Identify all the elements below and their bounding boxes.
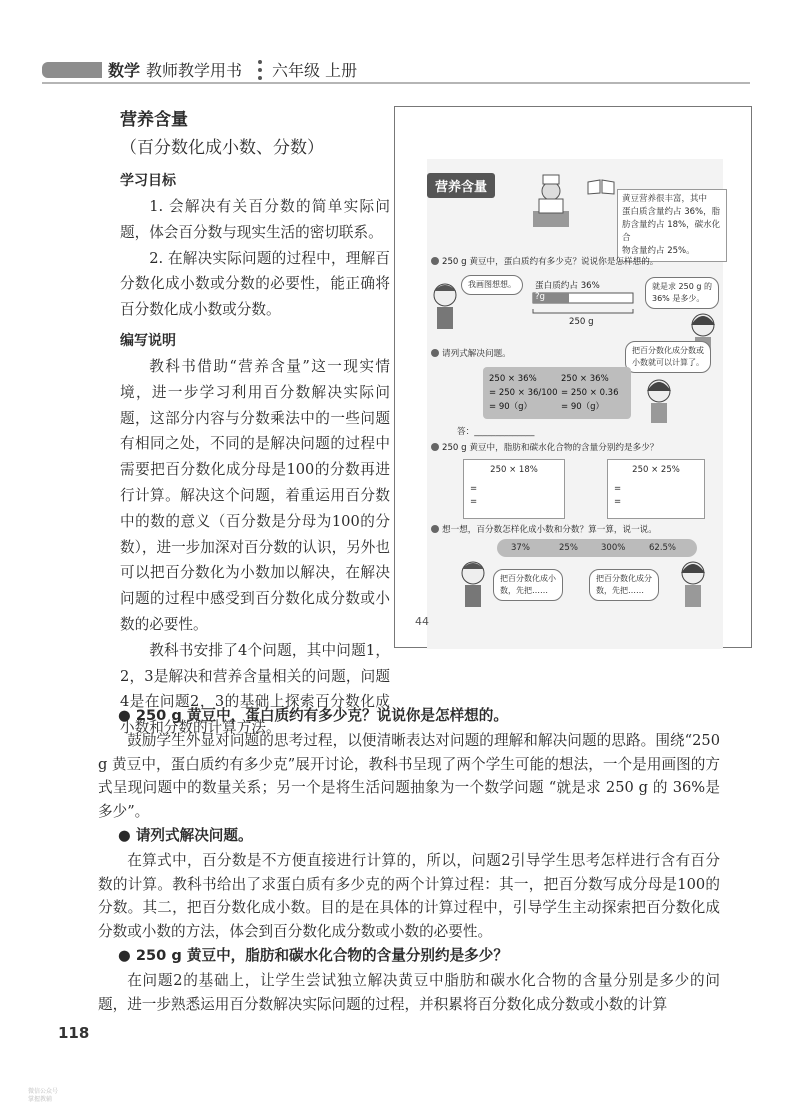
work-box-left: [463, 459, 565, 519]
objective-item: 2. 在解决实际问题的过程中，理解百分数化成小数或分数的必要性，能正确将百分数化成小数或分数。: [120, 249, 390, 319]
question-4-text: 想一想，百分数怎样化成小数和分数？算一算，说一说。: [442, 525, 657, 535]
bullet-heading-3: ● 250 g 黄豆中，脂肪和碳水化合物的含量分别约是多少？: [118, 947, 508, 964]
calc-panel: [483, 367, 631, 419]
bullet-heading-2: ● 请列式解决问题。: [118, 827, 253, 844]
textbook-figure: [394, 106, 752, 648]
question-2: [431, 347, 511, 359]
bubble-bottom-2: [589, 569, 659, 601]
bubble-bottom-1-line: 数，先把……: [500, 586, 548, 595]
bullet-heading-text: 250 g 黄豆中，蛋白质约有多少克？说说你是怎样想的。: [135, 707, 508, 724]
lesson-subtitle: （百分数化成小数、分数）: [120, 138, 324, 158]
work-line: 250 × 25%: [632, 465, 680, 475]
watermark: [28, 1088, 58, 1104]
intro-line: 蛋白质含量约占 36%，脂: [622, 207, 721, 217]
work-box-right: [607, 459, 705, 519]
objectives-section: [120, 170, 390, 323]
girl-illustration-3: [677, 559, 709, 611]
intro-line: 黄豆营养很丰富，其中: [622, 194, 708, 204]
objective-item: 1. 会解决有关百分数的简单实际问题，体会百分数与现实生活的密切联系。: [120, 198, 390, 241]
work-line: =: [470, 497, 478, 507]
lesson-title-main: 营养含量: [120, 110, 188, 130]
bubble-bottom-1-line: 把百分数化成小: [500, 574, 556, 583]
boy-illustration-2: [457, 559, 489, 611]
bullet-heading-text: 请列式解决问题。: [135, 827, 253, 844]
lesson-title: [120, 106, 388, 162]
question-1-text: 250 g 黄豆中，蛋白质约有多少克？说说你是怎样想的。: [442, 257, 659, 267]
percent-item: 25%: [559, 543, 578, 553]
calc-left-line: = 90（g）: [489, 402, 533, 412]
calc-right-line: = 250 × 0.36: [561, 388, 619, 398]
notes-paragraph: 教科书安排了4个问题，其中问题1，2，3是解决和营养含量相关的问题，问题4是在问题2，3的基础上探索百分数化成小数和分数的计算方法。: [120, 641, 390, 737]
intro-line: 物含量约占 25%。: [622, 246, 695, 256]
notes-heading: 编写说明: [120, 333, 176, 349]
header-book: 教师教学用书: [146, 61, 243, 80]
figure-page: [427, 159, 723, 649]
bullet-heading-text: 250 g 黄豆中，脂肪和碳水化合物的含量分别约是多少？: [135, 947, 508, 964]
question-2-text: 请列式解决问题。: [442, 349, 511, 359]
bubble-q2: [625, 341, 711, 373]
percent-item: 62.5%: [649, 543, 677, 553]
percent-strip: [497, 539, 697, 557]
percent-item: 37%: [511, 543, 530, 553]
question-1: [431, 255, 658, 267]
watermark-line: 微信公众号: [28, 1088, 59, 1095]
body-paragraph: 在算式中，百分数是不方便直接进行计算的，所以，问题2引导学生思考怎样进行含有百分数的计算。教科书给出了求蛋白质有多少克的两个计算过程：其一，把百分数写成分母是100的分数。其二，把百分数化成小数。目的是在具体的计算过程中，引导学生主动探索把百分数化成分数或小数的方法，体会到百分数化成分数或小数的必要性。: [98, 852, 720, 940]
answer-line: 答：______________: [457, 427, 535, 437]
bar-label: 蛋白质约占 36%: [535, 281, 600, 291]
body-paragraph: 鼓励学生外显对问题的思考过程，以便清晰表达对问题的理解和解决问题的思路。围绕“250 g 黄豆中，蛋白质约有多少克”展开讨论，教科书呈现了两个学生可能的想法，一个是用画图的方式呈现问题中的数量关系；另一个是将生活问题抽象为一个数学问题 “就是求 250 g 的 36%是多少”。: [98, 732, 720, 820]
question-3-text: 250 g 黄豆中，脂肪和碳水化合物的含量分别约是多少？: [442, 443, 659, 453]
body-section: [98, 703, 720, 1016]
header-subject: 数学: [108, 61, 141, 80]
intro-line: 肪含量约占 18%，碳水化合: [622, 220, 721, 243]
calc-left-line: = 250 × 36/100: [489, 388, 558, 398]
calc-right-line: 250 × 36%: [561, 374, 609, 384]
bullet-dot-icon: [431, 349, 439, 357]
bullet-dot-icon: [431, 443, 439, 451]
bullet-heading-1: ● 250 g 黄豆中，蛋白质约有多少克？说说你是怎样想的。: [118, 707, 508, 724]
header-rule: [42, 82, 750, 84]
body-paragraph: 在问题2的基础上，让学生尝试独立解决黄豆中脂肪和碳水化合物的含量分别是多少的问题，进一步熟悉运用百分数解决实际问题的过程，并积累将百分数化成分数或小数的计算: [98, 972, 720, 1013]
notes-paragraph: 教科书借助“营养含量”这一现实情境，进一步学习利用百分数解决实际问题，这部分内容与分数乘法中的一些问题有相同之处，不同的是解决问题的过程中需要把百分数化成分母是100的分数再进行计算。解决这个问题，着重运用百分数中的数的意义（百分数是分母为100的分数），进一步加深对百分数的认识，另外也可以把百分数化为小数加以解决，在解决问题的过程中感受到百分数化成分数或小数的必要性。: [120, 358, 390, 633]
objectives-heading: 学习目标: [120, 173, 176, 189]
bar-total: 250 g: [569, 317, 594, 327]
boy-illustration: [429, 281, 461, 333]
notes-section: [120, 330, 390, 741]
header-grade: 六年级 上册: [272, 61, 358, 80]
work-line: =: [614, 497, 622, 507]
figure-badge: 营养含量: [427, 173, 495, 198]
calc-right-line: = 90（g）: [561, 402, 605, 412]
header-tab-decoration: [42, 62, 102, 78]
bar-unit: ?g: [535, 292, 546, 302]
figure-page-number: 44: [415, 615, 429, 628]
calc-left-line: 250 × 36%: [489, 374, 537, 384]
bubble-right-line: 就是求 250 g 的: [652, 282, 712, 291]
bubble-q2-line: 把百分数化成分数或: [632, 346, 704, 355]
header-separator: [258, 60, 266, 80]
bar-diagram: [531, 291, 635, 317]
work-line: =: [614, 484, 622, 494]
percent-item: 300%: [601, 543, 626, 553]
bubble-right: [645, 277, 719, 309]
girl-illustration-2: [643, 377, 675, 427]
answer-label: 答：: [457, 427, 475, 437]
work-line: 250 × 18%: [490, 465, 538, 475]
bubble-left: 我画图想想。: [461, 275, 523, 295]
bubble-bottom-1: [493, 569, 563, 601]
question-4: [431, 523, 657, 535]
question-3: [431, 441, 658, 453]
header-title: [108, 58, 242, 81]
chef-illustration: [525, 173, 577, 229]
bubble-q2-line: 小数就可以计算了。: [632, 358, 704, 367]
intro-box: [617, 189, 727, 262]
bubble-right-line: 36% 是多少。: [652, 294, 705, 303]
book-icon: [587, 179, 615, 195]
bubble-bottom-2-line: 数，先把……: [596, 586, 644, 595]
bullet-dot-icon: [431, 525, 439, 533]
work-line: =: [470, 484, 478, 494]
bubble-bottom-2-line: 把百分数化成分: [596, 574, 652, 583]
bullet-dot-icon: [431, 257, 439, 265]
page-number: 118: [58, 1024, 90, 1042]
watermark-line: 掌握教辅: [28, 1096, 53, 1103]
